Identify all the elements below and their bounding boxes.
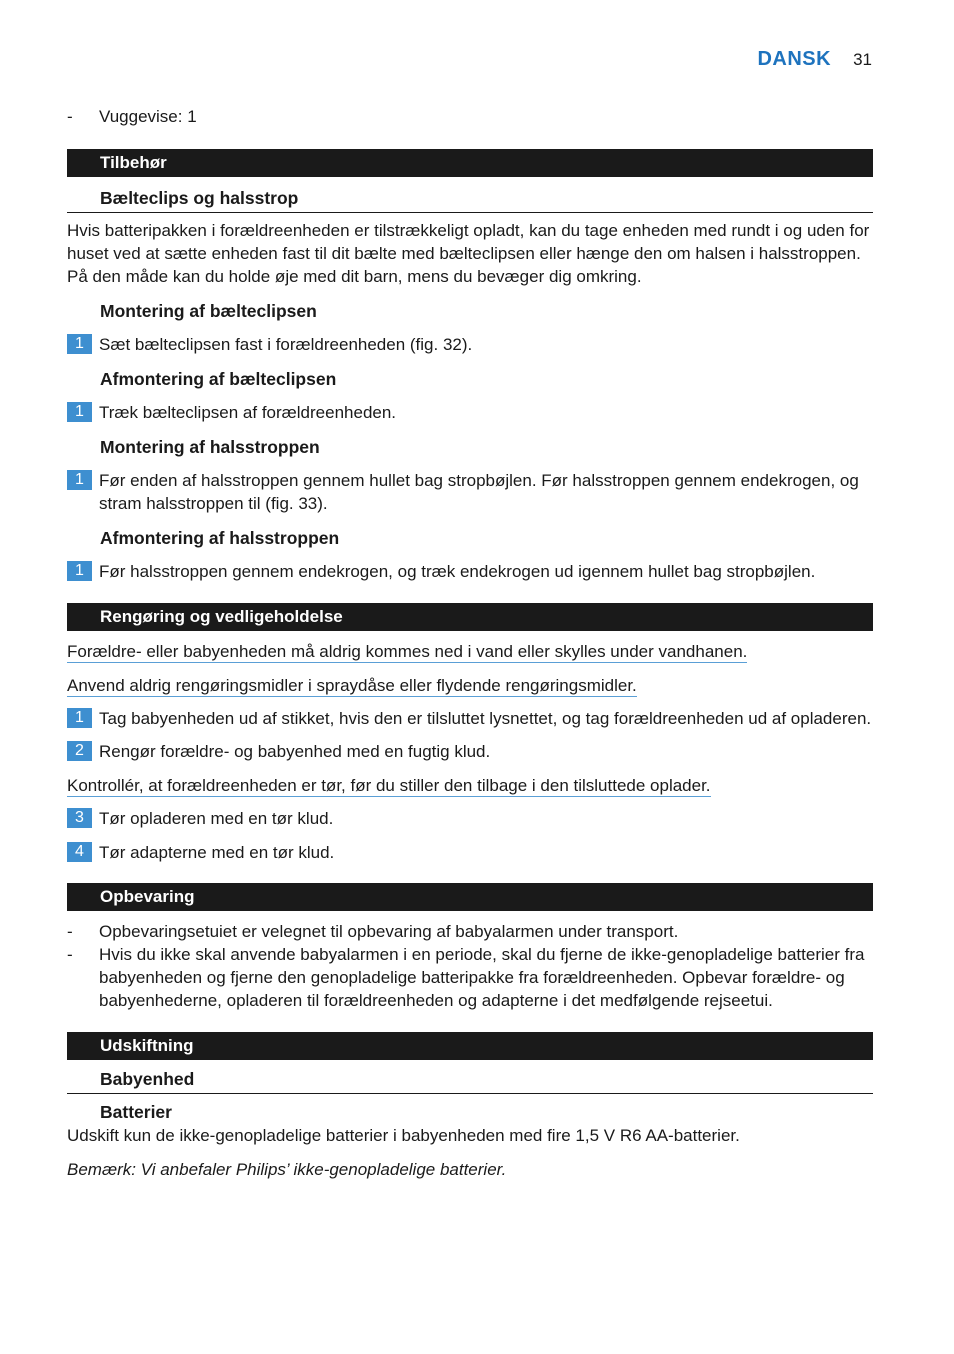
warning-text: Anvend aldrig rengøringsmidler i spraydåse eller flydende rengøringsmidler. (67, 676, 637, 695)
heading-batterier: Batterier (100, 1102, 172, 1122)
heading-afmontering-halsstroppen: Afmontering af halsstroppen (100, 528, 340, 548)
paragraph-udskift-batterier: Udskift kun de ikke-genopladelige batterier i babyenheden med fire 1,5 V R6 AA-batterier. (67, 1126, 740, 1145)
note-text: Bemærk: Vi anbefaler Philips’ ikke-genopladelige batterier. (67, 1160, 507, 1179)
step-number-badge: 4 (67, 842, 92, 862)
step-item: 1 Sæt bælteclipsen fast i forældreenheden (fig. 32). (67, 333, 873, 356)
step-item: 4 Tør adapterne med en tør klud. (67, 841, 873, 864)
page-header (757, 48, 872, 74)
step-item: 1 Før halsstroppen gennem endekrogen, og træk endekrogen ud igennem hullet bag stropbøjlen. (67, 560, 873, 583)
warning-text: Kontrollér, at forældreenheden er tør, før du stiller den tilbage i den tilsluttede oplader. (67, 776, 711, 795)
language-label: DANSK (757, 48, 832, 70)
step-number-badge: 3 (67, 808, 92, 828)
step-number-badge: 1 (67, 402, 92, 422)
heading-afmontering-baelteclips: Afmontering af bælteclipsen (100, 369, 337, 389)
step-number-badge: 1 (67, 470, 92, 490)
step-number-badge: 1 (67, 708, 92, 728)
page-number: 31 (853, 50, 872, 69)
heading-montering-baelteclips: Montering af bælteclipsen (100, 301, 317, 321)
section-heading-udskiftning: Udskiftning (67, 1032, 873, 1060)
step-item: 3 Tør opladeren med en tør klud. (67, 807, 873, 830)
step-item: 1 Træk bælteclipsen af forældreenheden. (67, 401, 873, 424)
section-heading-opbevaring: Opbevaring (67, 883, 873, 911)
step-number-badge: 1 (67, 334, 92, 354)
warning-text: Forældre- eller babyenheden må aldrig kommes ned i vand eller skylles under vandhanen. (67, 642, 748, 661)
section-heading-tilbehor: Tilbehør (67, 149, 873, 177)
subheading-baelteclips: Bælteclips og halsstrop (67, 183, 873, 213)
step-number-badge: 2 (67, 741, 92, 761)
page-content (67, 105, 873, 1181)
list-item: - Opbevaringsetuiet er velegnet til opbevaring af babyalarmen under transport. (67, 922, 679, 941)
step-item: 1 Før enden af halsstroppen gennem hullet bag stropbøjlen. Før halsstroppen gennem endekrogen, og stram halsstroppen til (fig. 33). (67, 469, 873, 515)
step-item: 2 Rengør forældre- og babyenhed med en fugtig klud. (67, 740, 873, 763)
step-number-badge: 1 (67, 561, 92, 581)
section-heading-rengoring: Rengøring og vedligeholdelse (67, 603, 873, 631)
paragraph-batteripakke: Hvis batteripakken i forældreenheden er tilstrækkeligt opladt, kan du tage enheden med rundt i og uden for huset ved at sætte enheden fast til dit bælte med bælteclipsen eller hænge den om halsen i halsstroppen. På den måde kan du holde øje med dit barn, mens du bevæger dig omkring. (67, 221, 870, 286)
step-item: 1 Tag babyenheden ud af stikket, hvis den er tilsluttet lysnettet, og tag forældreenheden ud af opladeren. (67, 707, 873, 730)
subheading-babyenhed: Babyenhed (67, 1064, 873, 1094)
intro-list-item: - Vuggevise: 1 (67, 107, 197, 126)
list-item: - Hvis du ikke skal anvende babyalarmen i en periode, skal du fjerne de ikke-genopladelige batterier fra babyenheden og fjerne den genopladelige batteripakke fra forældreenheden. Opbevar forældre- og babyenhederne, opladeren til forældreenheden og adapterne i det medfølgende rejseetui. (67, 945, 865, 1010)
heading-montering-halsstroppen: Montering af halsstroppen (100, 437, 320, 457)
